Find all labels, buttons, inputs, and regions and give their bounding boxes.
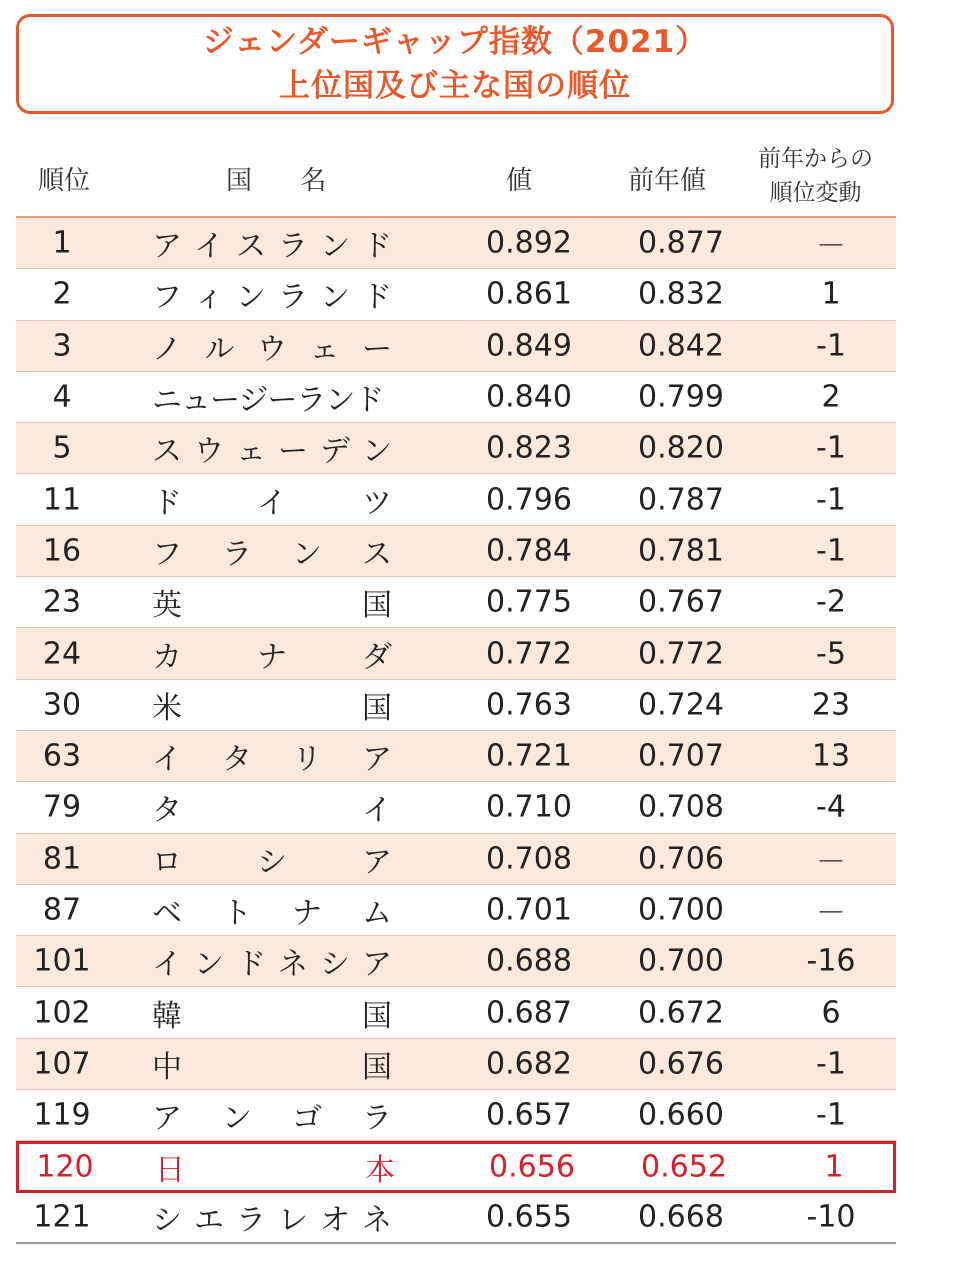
cell-rank: 79 <box>42 789 82 825</box>
cell-prev-value: 0.676 <box>638 1046 724 1082</box>
cell-country-name: タ イ <box>152 793 392 829</box>
cell-rank: 23 <box>42 584 82 620</box>
header-change-line-1: 前年からの <box>758 146 873 172</box>
cell-country-name: イ タ リ ア <box>152 742 392 778</box>
cell-value: 0.655 <box>486 1199 572 1235</box>
table-row <box>16 936 896 987</box>
cell-prev-value: 0.877 <box>638 225 724 261</box>
cell-rank-change: － <box>816 229 846 265</box>
table-row <box>16 731 896 782</box>
cell-rank: 5 <box>52 430 72 466</box>
table-row <box>16 577 896 628</box>
cell-prev-value: 0.652 <box>641 1149 727 1185</box>
table-row <box>16 680 896 731</box>
cell-country-name: カ ナ ダ <box>152 639 392 675</box>
table-row <box>16 885 896 936</box>
cell-country-name: イ ン ド ネ シ ア <box>152 947 392 983</box>
cell-rank-change: 13 <box>811 738 851 774</box>
cell-rank: 1 <box>52 225 72 261</box>
cell-rank-change: -4 <box>816 789 846 825</box>
cell-value: 0.796 <box>486 482 572 518</box>
table-row <box>16 321 896 372</box>
cell-country-name: 中 国 <box>152 1049 392 1085</box>
cell-country-name: ス ウ ェ ー デ ン <box>152 434 392 470</box>
cell-prev-value: 0.820 <box>638 430 724 466</box>
cell-rank-change: 2 <box>821 379 841 415</box>
table-row <box>16 1193 896 1244</box>
table-row <box>16 1039 896 1090</box>
header-prev-value: 前年値 <box>628 166 707 196</box>
cell-rank: 11 <box>42 482 82 518</box>
cell-rank-change: -10 <box>806 1199 856 1235</box>
cell-rank-change: -16 <box>806 943 856 979</box>
cell-rank-change: － <box>816 844 846 880</box>
cell-rank-change: 1 <box>821 276 841 312</box>
cell-prev-value: 0.787 <box>638 482 724 518</box>
cell-value: 0.708 <box>486 841 572 877</box>
cell-prev-value: 0.707 <box>638 738 724 774</box>
cell-rank: 121 <box>33 1199 91 1235</box>
cell-country-name: ベ ト ナ ム <box>152 896 392 931</box>
title-line-1: ジェンダーギャップ指数（2021） <box>202 24 708 60</box>
table-row <box>16 474 896 525</box>
cell-rank: 30 <box>42 687 82 723</box>
cell-value: 0.656 <box>489 1149 575 1185</box>
cell-prev-value: 0.781 <box>638 533 724 569</box>
cell-country-name: ノ ル ウ ェ ー <box>152 331 392 367</box>
cell-rank: 119 <box>33 1097 91 1133</box>
cell-prev-value: 0.672 <box>638 995 724 1031</box>
cell-rank-change: － <box>816 896 846 931</box>
cell-rank: 81 <box>42 841 82 877</box>
cell-prev-value: 0.668 <box>638 1199 724 1235</box>
cell-value: 0.892 <box>486 225 572 261</box>
cell-rank-change: -1 <box>816 482 846 518</box>
cell-rank-change: -1 <box>816 1097 846 1133</box>
cell-rank-change: -2 <box>816 584 846 620</box>
cell-rank: 16 <box>42 533 82 569</box>
table-row <box>16 423 896 474</box>
cell-value: 0.849 <box>486 328 572 364</box>
table-row <box>16 269 896 320</box>
cell-rank-change: 6 <box>821 995 841 1031</box>
cell-value: 0.701 <box>486 892 572 928</box>
cell-country-name: 米 国 <box>152 690 392 726</box>
cell-rank: 101 <box>33 943 91 979</box>
cell-country-name: 日 本 <box>155 1152 395 1188</box>
cell-rank-change: -5 <box>816 636 846 672</box>
cell-value: 0.772 <box>486 636 572 672</box>
cell-prev-value: 0.708 <box>638 789 724 825</box>
table-row <box>16 1141 896 1192</box>
cell-country-name: 韓 国 <box>152 998 392 1034</box>
table-row <box>16 1090 896 1141</box>
cell-value: 0.721 <box>486 738 572 774</box>
cell-rank: 24 <box>42 636 82 672</box>
cell-rank-change: -1 <box>816 533 846 569</box>
cell-country-name: シ エ ラ レ オ ネ <box>152 1203 392 1239</box>
cell-country-name: ニュージーランド <box>152 383 384 419</box>
cell-rank: 120 <box>36 1149 94 1185</box>
cell-rank: 2 <box>52 276 72 312</box>
cell-rank-change: -1 <box>816 1046 846 1082</box>
cell-value: 0.840 <box>486 379 572 415</box>
cell-value: 0.682 <box>486 1046 572 1082</box>
table-row <box>16 526 896 577</box>
ranking-table <box>16 136 896 1244</box>
table-row <box>16 987 896 1038</box>
table-row <box>16 834 896 885</box>
cell-rank-change: 23 <box>811 687 851 723</box>
cell-rank: 4 <box>52 379 72 415</box>
cell-prev-value: 0.700 <box>638 943 724 979</box>
cell-country-name: 英 国 <box>152 588 392 624</box>
cell-prev-value: 0.767 <box>638 584 724 620</box>
cell-prev-value: 0.724 <box>638 687 724 723</box>
header-country-name: 国 名 <box>226 166 347 196</box>
cell-prev-value: 0.799 <box>638 379 724 415</box>
cell-value: 0.687 <box>486 995 572 1031</box>
table-row <box>16 218 896 269</box>
table-header <box>16 136 896 218</box>
cell-prev-value: 0.842 <box>638 328 724 364</box>
cell-prev-value: 0.700 <box>638 892 724 928</box>
cell-prev-value: 0.660 <box>638 1097 724 1133</box>
cell-value: 0.710 <box>486 789 572 825</box>
cell-value: 0.784 <box>486 533 572 569</box>
cell-country-name: ア ン ゴ ラ <box>152 1101 392 1137</box>
cell-rank: 87 <box>42 892 82 928</box>
cell-country-name: ド イ ツ <box>152 485 392 521</box>
cell-rank: 3 <box>52 328 72 364</box>
cell-prev-value: 0.772 <box>638 636 724 672</box>
cell-rank: 107 <box>33 1046 91 1082</box>
cell-country-name: ア イ ス ラ ン ド <box>152 229 392 265</box>
cell-prev-value: 0.706 <box>638 841 724 877</box>
table-row <box>16 372 896 423</box>
cell-rank-change: -1 <box>816 328 846 364</box>
table-row <box>16 628 896 679</box>
cell-value: 0.775 <box>486 584 572 620</box>
cell-value: 0.861 <box>486 276 572 312</box>
cell-value: 0.763 <box>486 687 572 723</box>
cell-rank: 63 <box>42 738 82 774</box>
cell-country-name: フ ィ ン ラ ン ド <box>152 280 392 316</box>
title-line-2: 上位国及び主な国の順位 <box>279 68 631 104</box>
header-rank: 順位 <box>38 166 91 196</box>
cell-value: 0.823 <box>486 430 572 466</box>
cell-value: 0.688 <box>486 943 572 979</box>
header-change-line-2: 順位変動 <box>769 180 862 206</box>
cell-rank-change: -1 <box>816 430 846 466</box>
cell-country-name: フ ラ ン ス <box>152 536 392 572</box>
table-body <box>16 218 896 1244</box>
cell-country-name: ロ シ ア <box>152 844 392 880</box>
header-rank-change <box>758 142 873 210</box>
cell-value: 0.657 <box>486 1097 572 1133</box>
cell-rank: 102 <box>33 995 91 1031</box>
cell-rank-change: 1 <box>824 1149 844 1185</box>
table-row <box>16 782 896 833</box>
header-value: 値 <box>506 166 533 196</box>
cell-prev-value: 0.832 <box>638 276 724 312</box>
title-box <box>16 14 894 114</box>
